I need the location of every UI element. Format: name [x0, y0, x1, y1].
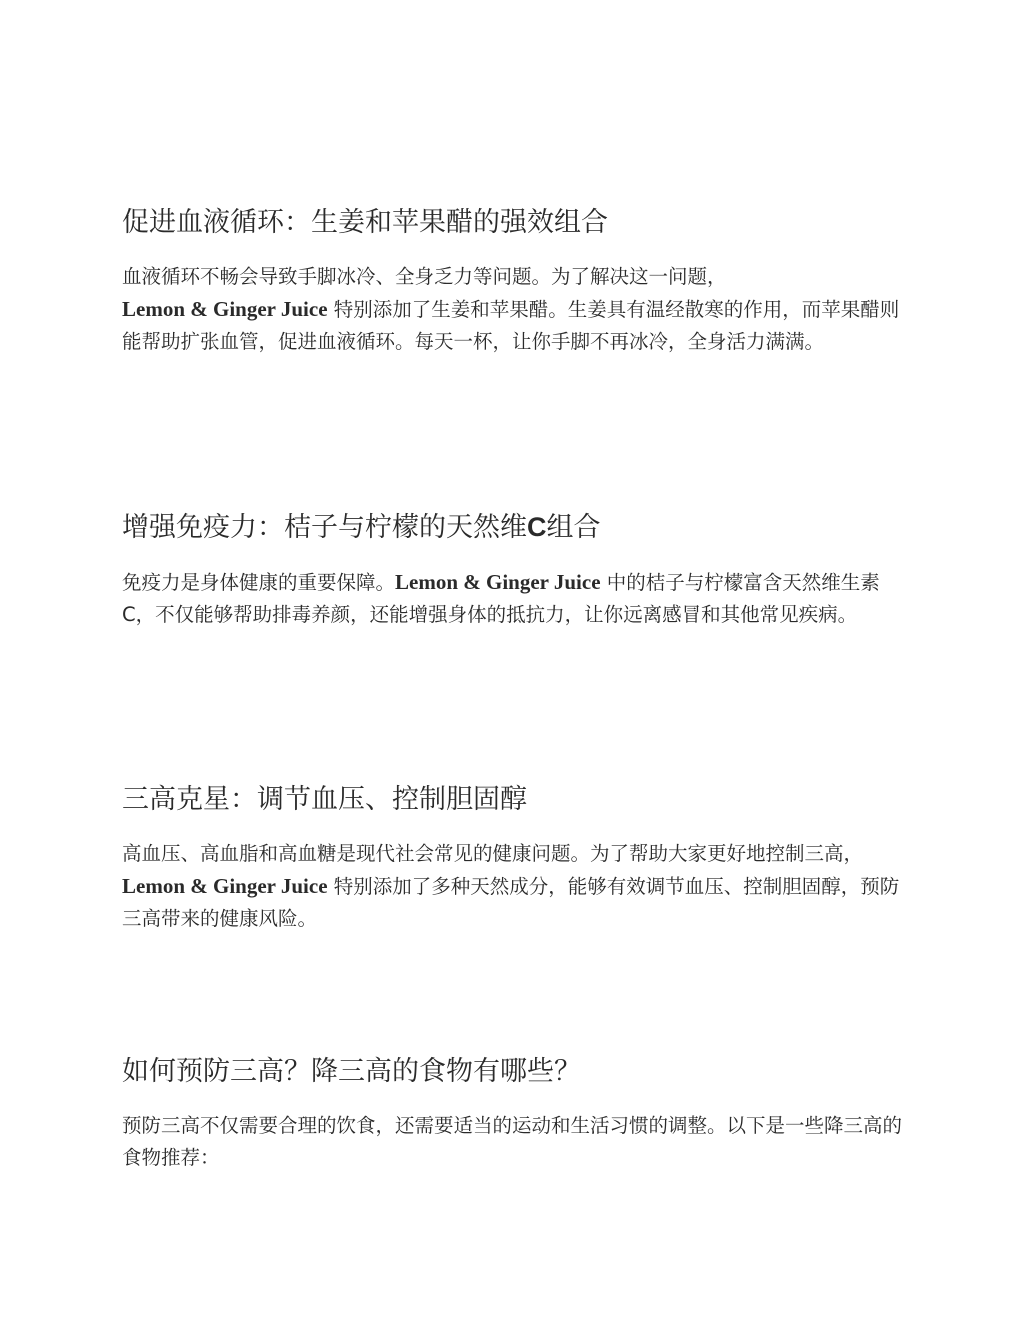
section-heading: 三高克星：调节血压、控制胆固醇 — [122, 784, 527, 815]
section-heading — [122, 509, 902, 546]
heading-text: 组合 — [546, 512, 601, 543]
brand-name: Lemon & Ginger Juice — [122, 874, 328, 898]
section-heading: 促进血液循环：生姜和苹果醋的强效组合 — [122, 207, 608, 238]
body-text: 高血压、高血脂和高血糖是现代社会常见的健康问题。为了帮助大家更好地控制三高， — [122, 842, 864, 865]
body-text: 特别添加了多种天然成分，能够有效调节血压、控制胆固醇，预防三高带来的健康风险。 — [122, 875, 900, 930]
body-text: 特别添加了生姜和苹果醋。生姜具有温经散寒的作用，而苹果醋则能帮助扩张血管，促进血液循环。每天一杯，让你手脚不再冰冷，全身活力满满。 — [122, 298, 900, 353]
section-body — [122, 261, 902, 358]
body-text: 血液循环不畅会导致手脚冰冷、全身乏力等问题。为了解决这一问题， — [122, 265, 727, 288]
brand-name: Lemon & Ginger Juice — [395, 570, 601, 594]
body-text: 免疫力是身体健康的重要保障。 — [122, 571, 396, 594]
heading-vitamin-letter: C — [527, 512, 547, 542]
section-body — [122, 838, 902, 935]
section-three-highs — [122, 782, 902, 935]
heading-text: 增强免疫力：桔子与柠檬的天然维 — [122, 512, 527, 543]
section-immunity — [122, 509, 902, 631]
brand-name: Lemon & Ginger Juice — [122, 297, 328, 321]
section-blood-circulation — [122, 205, 902, 358]
section-prevention-foods — [122, 1054, 902, 1174]
section-heading: 如何预防三高？降三高的食物有哪些？ — [122, 1056, 581, 1087]
section-body: 预防三高不仅需要合理的饮食，还需要适当的运动和生活习惯的调整。以下是一些降三高的食物推荐： — [122, 1114, 903, 1169]
body-text: 中的桔子与柠檬富含天然维生素C，不仅能够帮助排毒养颜，还能增强身体的抵抗力，让你远离感冒和其他常见疾病。 — [122, 571, 880, 626]
section-body — [122, 566, 902, 631]
